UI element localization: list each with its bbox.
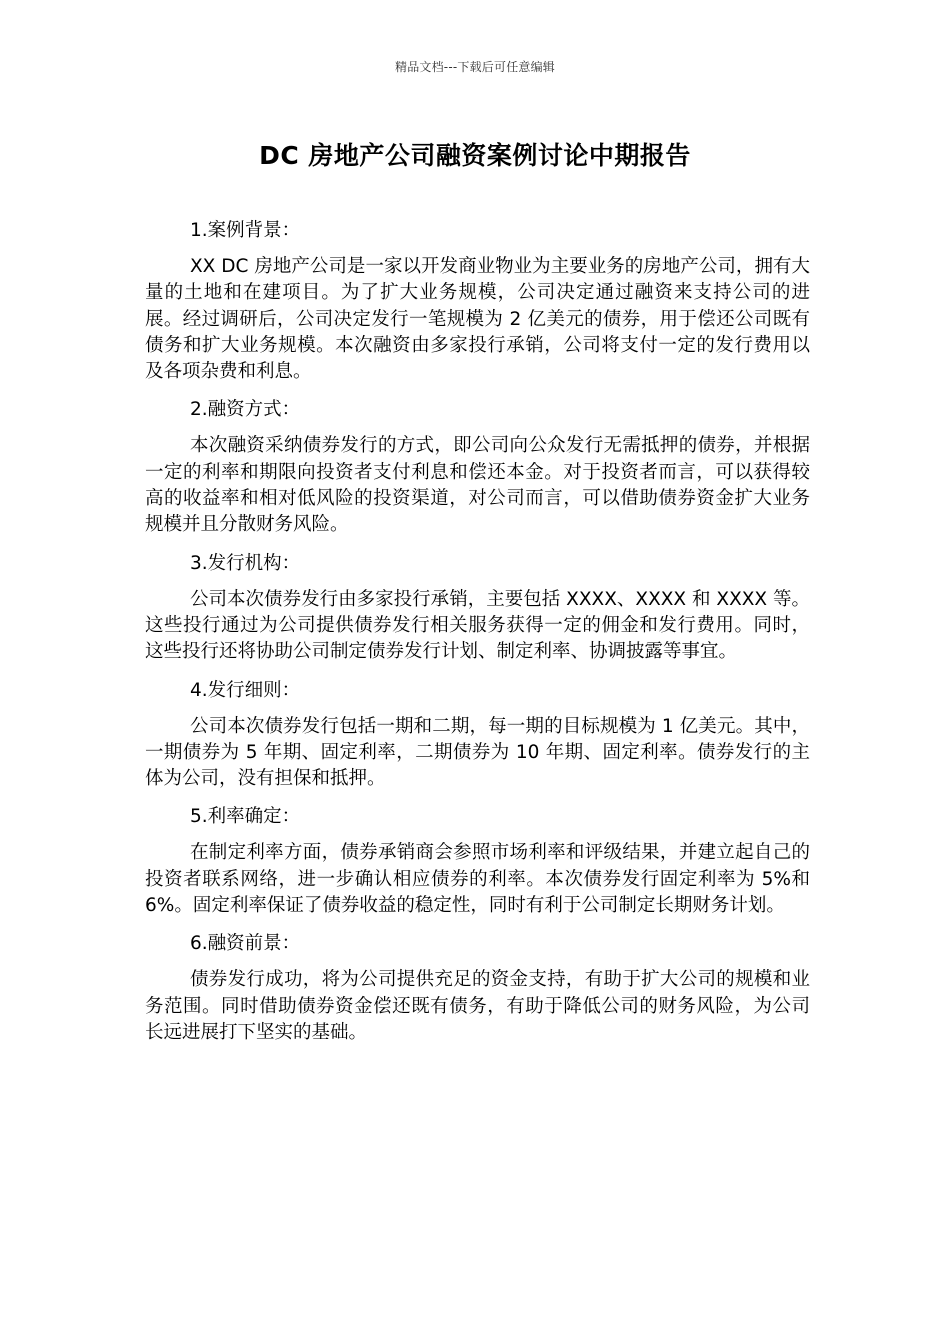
document-body [145, 216, 810, 1056]
document-title: DC 房地产公司融资案例讨论中期报告 [259, 141, 691, 170]
section-issuing-institutions [145, 549, 810, 666]
section-paragraph: 在制定利率方面，债券承销商会参照市场利率和评级结果，并建立起自己的投资者联系网络，进一步确认相应债券的利率。本次债券发行固定利率为 5%和 6%。固定利率保证了债券收益的稳定性，同时有利于公司制定长期财务计划。 [145, 842, 810, 917]
section-issuance-details [145, 676, 810, 793]
section-heading: 6.融资前景： [190, 933, 301, 955]
section-heading: 1.案例背景： [190, 220, 301, 241]
section-heading: 3.发行机构： [190, 552, 301, 574]
section-paragraph: 公司本次债券发行包括一期和二期，每一期的目标规模为 1 亿美元。其中，一期债券为 5 年期、固定利率，二期债券为 10 年期、固定利率。债券发行的主体为公司，没有担保和抵押。 [145, 715, 810, 790]
section-financing-outlook [145, 929, 810, 1046]
section-interest-rate [145, 802, 810, 919]
section-heading: 5.利率确定： [190, 806, 301, 828]
section-paragraph: 本次融资采纳债券发行的方式，即公司向公众发行无需抵押的债券，并根据一定的利率和期限向投资者支付利息和偿还本金。对于投资者而言，可以获得较高的收益率和相对低风险的投资渠道，对公司而言，可以借助债券资金扩大业务规模并且分散财务风险。 [145, 435, 810, 536]
section-heading: 2.融资方式： [190, 399, 301, 421]
section-paragraph: 公司本次债券发行由多家投行承销，主要包括 XXXX、XXXX 和 XXXX 等。这些投行通过为公司提供债券发行相关服务获得一定的佣金和发行费用。同时，这些投行还将协助公司制定债券发行计划、制定利率、协调披露等事宜。 [145, 588, 810, 663]
section-paragraph: 债券发行成功，将为公司提供充足的资金支持，有助于扩大公司的规模和业务范围。同时借助债券资金偿还既有债务，有助于降低公司的财务风险，为公司长远进展打下坚实的基础。 [145, 969, 810, 1043]
section-financing-method [145, 395, 810, 538]
section-heading: 4.发行细则： [190, 679, 301, 701]
header-note: 精品文档---下载后可任意编辑 [395, 60, 555, 74]
section-paragraph: XX DC 房地产公司是一家以开发商业物业为主要业务的房地产公司，拥有大量的土地和在建项目。为了扩大业务规模，公司决定通过融资来支持公司的进展。经过调研后，公司决定发行一笔规模为 2 亿美元的债券，用于偿还公司既有债务和扩大业务规模。本次融资由多家投行承销，公司将支付一定的发行费用以及各项杂费和利息。 [145, 256, 810, 383]
section-case-background [145, 216, 810, 385]
